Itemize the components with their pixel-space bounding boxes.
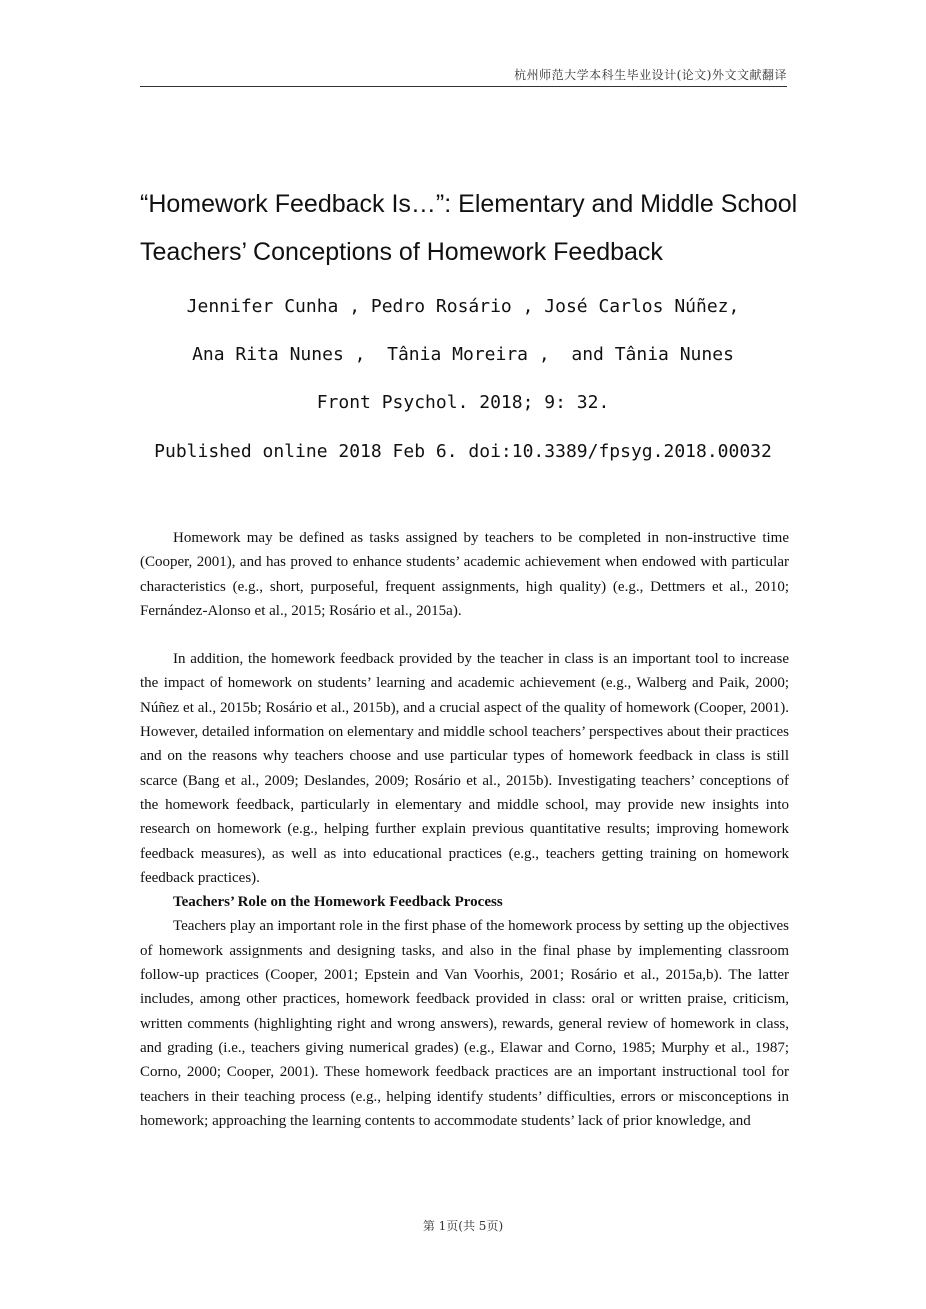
publication-info: Published online 2018 Feb 6. doi:10.3389/fpsyg.2018.00032: [154, 441, 772, 462]
page-header: 杭州师范大学本科生毕业设计(论文)外文文献翻译: [514, 68, 787, 82]
header-divider: [140, 86, 787, 87]
authors-line-1: Jennifer Cunha , Pedro Rosário , José Carlos Núñez,: [186, 296, 740, 317]
section-heading: Teachers’ Role on the Homework Feedback Process: [173, 894, 503, 911]
authors-line-2: Ana Rita Nunes , Tânia Moreira , and Tânia Nunes: [192, 344, 734, 365]
body-paragraph-1: Homework may be defined as tasks assigned by teachers to be completed in non-instructive time (Cooper, 2001), and has proved to enhance students’ academic achievement when endowed with particular characteristics (e.g., short, purposeful, frequent assignments, high quality) (e.g., Dettmers et al., 2010; Fernández-Alonso et al., 2015; Rosário et al., 2015a).: [140, 530, 789, 619]
journal-citation: Front Psychol. 2018; 9: 32.: [316, 392, 610, 413]
body-paragraph-3: Teachers play an important role in the first phase of the homework process by setting up the objectives of homework assignments and designing tasks, and also in the final phase by implementing classroom follow-up practices (Cooper, 2001; Epstein and Van Voorhis, 2001; Rosário et al., 2015a,b). The latter includes, among other practices, homework feedback provided in class: oral or written praise, criticism, written comments (highlighting right and wrong answers), rewards, general review of homework in class, and grading (i.e., teachers giving numerical grades) (e.g., Elawar and Corno, 1985; Murphy et al., 1987; Corno, 2000; Cooper, 2001). These homework feedback practices are an important instructional tool for teachers in their teaching process (e.g., helping identify students’ difficulties, errors or misconceptions in homework; approaching the learning contents to accommodate students’ lack of prior knowledge, and: [140, 918, 789, 1129]
body-paragraph-2: In addition, the homework feedback provided by the teacher in class is an important tool to increase the impact of homework on students’ learning and academic achievement (e.g., Walberg and Paik, 2000; Núñez et al., 2015b; Rosário et al., 2015b), and a crucial aspect of the quality of homework (Cooper, 2001). However, detailed information on elementary and middle school teachers’ perspectives about their practices and on the reasons why teachers choose and use particular types of homework feedback in class is still scarce (Bang et al., 2009; Deslandes, 2009; Rosário et al., 2015b). Investigating teachers’ conceptions of the homework feedback, particularly in elementary and middle school, may provide new insights into research on homework (e.g., helping further explain previous quantitative results; improving homework feedback measures), as well as into educational practices (e.g., teachers getting training on homework feedback practices).: [140, 651, 789, 886]
page-number-footer: 第 1页(共 5页): [422, 1219, 504, 1233]
article-title: “Homework Feedback Is…”: Elementary and Middle School Teachers’ Conceptions of Homework Feedback: [140, 190, 798, 266]
article-body: [140, 526, 789, 1133]
